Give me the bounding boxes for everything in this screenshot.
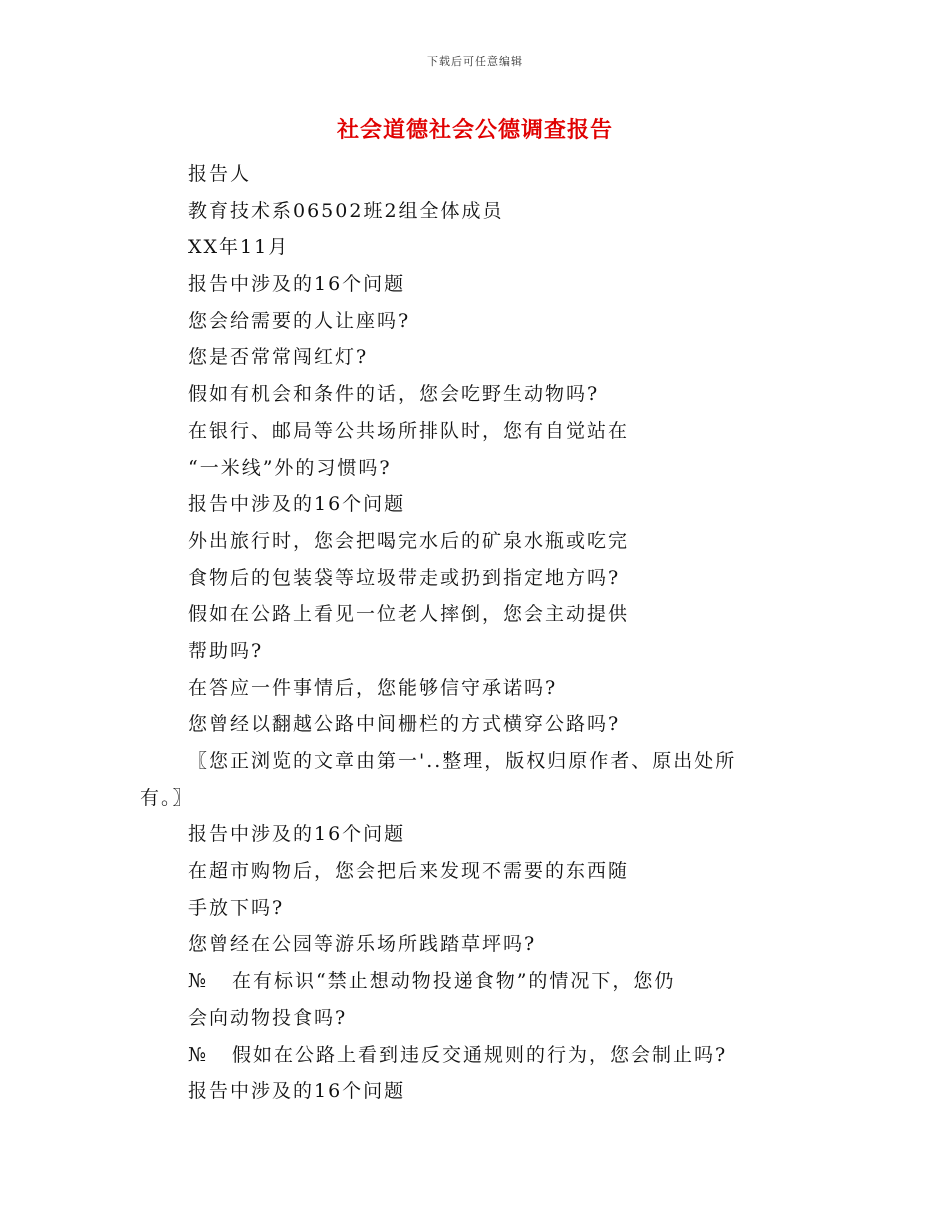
question-line: 帮助吗? (188, 639, 264, 662)
question-text: 在有标识“禁止想动物投递食物”的情况下，您仍 (232, 970, 676, 993)
question-line: 您是否常常闯红灯? (188, 346, 369, 369)
question-line: 假如有机会和条件的话，您会吃野生动物吗? (188, 383, 600, 406)
reporter-label: 报告人 (188, 163, 252, 185)
section-heading: 报告中涉及的16个问题 (188, 823, 406, 846)
question-line: 在银行、邮局等公共场所排队时，您有自觉站在 (188, 419, 630, 442)
question-line: 假如在公路上看见一位老人摔倒，您会主动提供 (188, 603, 630, 626)
document-body (0, 156, 950, 1110)
question-line: 会向动物投食吗? (188, 1006, 348, 1029)
question-line: 在超市购物后，您会把后来发现不需要的东西随 (188, 860, 630, 883)
numero-mark: № (188, 1043, 208, 1066)
question-line: 您曾经以翻越公路中间栅栏的方式横穿公路吗? (188, 713, 621, 736)
reporter-name: 教育技术系06502班2组全体成员 (188, 199, 504, 222)
header-note: 下载后可任意编辑 (427, 55, 523, 68)
section-heading: 报告中涉及的16个问题 (188, 493, 406, 516)
section-heading: 报告中涉及的16个问题 (188, 273, 406, 296)
question-line-numbered (0, 963, 950, 1000)
question-line: “一米线”外的习惯吗? (188, 456, 392, 479)
question-text: 假如在公路上看到违反交通规则的行为，您会制止吗? (232, 1043, 728, 1066)
copyright-note-end: 有。〗 (140, 786, 194, 809)
question-line: 您会给需要的人让座吗? (188, 309, 411, 332)
section-heading: 报告中涉及的16个问题 (188, 1080, 406, 1103)
question-line: 外出旅行时，您会把喝完水后的矿泉水瓶或吃完 (188, 529, 630, 552)
question-line: 手放下吗? (188, 896, 285, 919)
question-line-numbered (0, 1037, 950, 1074)
question-line: 您曾经在公园等游乐场所践踏草坪吗? (188, 933, 537, 956)
copyright-note: 〖您正浏览的文章由第一'..整理，版权归原作者、原出处所 (188, 750, 737, 772)
numero-mark: № (188, 970, 208, 993)
document-title: 社会道德社会公德调查报告 (336, 117, 613, 143)
question-line: 食物后的包装袋等垃圾带走或扔到指定地方吗? (188, 566, 621, 589)
question-line: 在答应一件事情后，您能够信守承诺吗? (188, 676, 558, 699)
report-date: XX年11月 (188, 236, 290, 259)
